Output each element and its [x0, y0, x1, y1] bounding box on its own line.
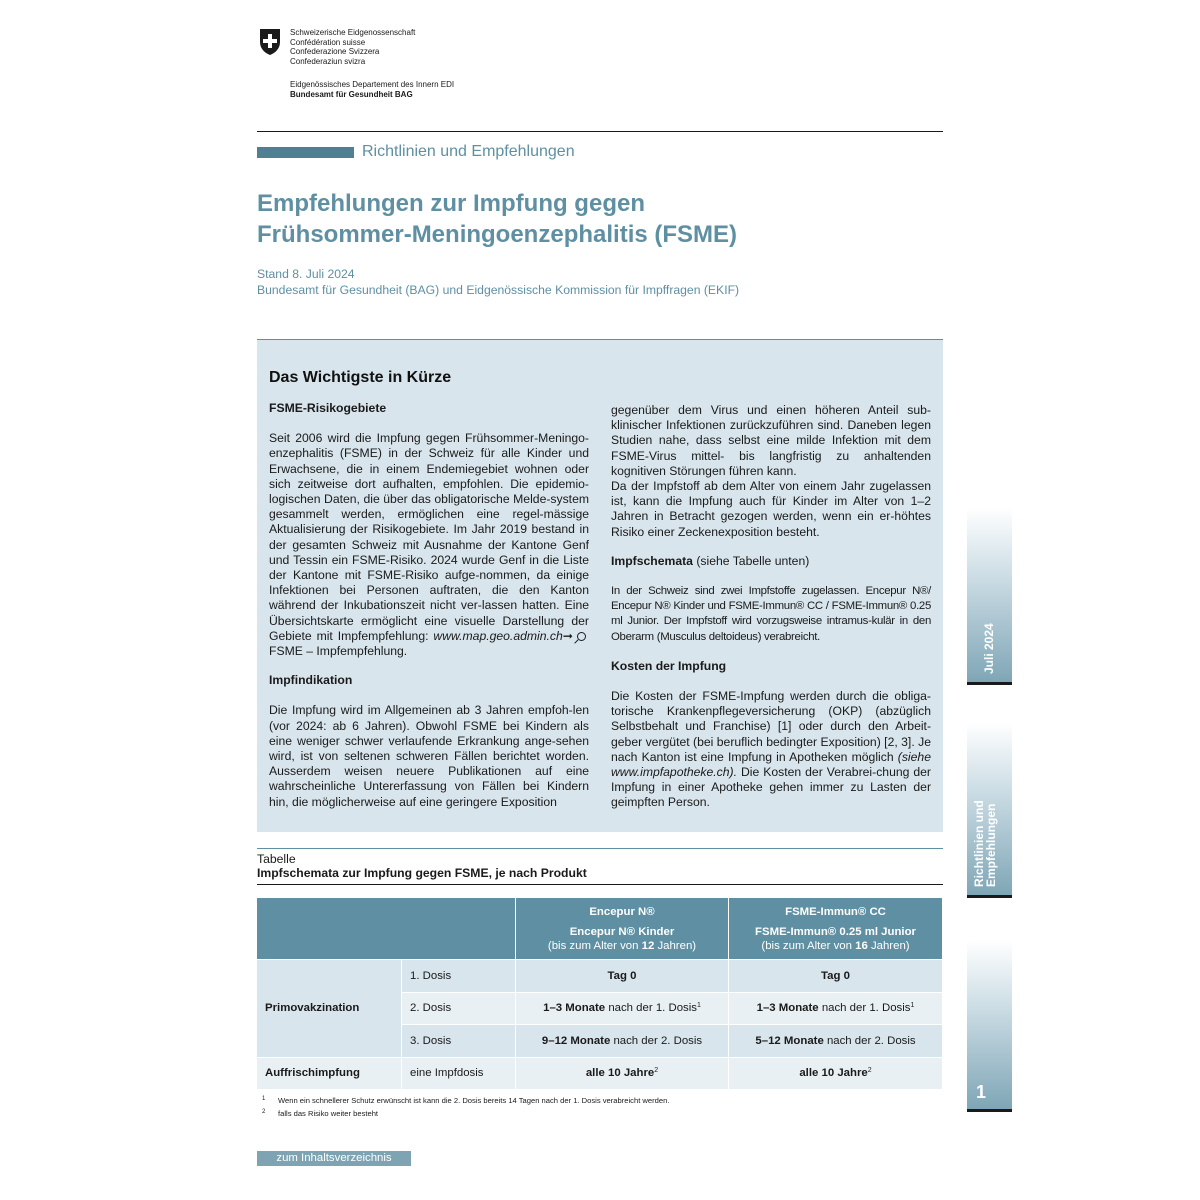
arrow-icon: ➞ [562, 628, 573, 643]
series-marker [257, 147, 354, 158]
title-line-1: Empfehlungen zur Impfung gegen [257, 190, 645, 217]
series-label: Richtlinien und Empfehlungen [362, 143, 575, 160]
encepur-age [516, 939, 728, 953]
table-footnotes [262, 1094, 669, 1119]
dose-label: 1. Dosis [402, 960, 516, 993]
value-rest: nach der 1. Dosis [605, 1002, 697, 1015]
value-bold: 5–12 Monate [755, 1034, 824, 1047]
cost-body-2: Die Kosten der Verabrei-chung der Impfung in einer Apotheke gehen immer zu Lasten der geimpften Person. [611, 765, 931, 810]
value-rest: nach der 2. Dosis [823, 1034, 916, 1047]
value-bold: Tag 0 [607, 969, 637, 982]
value-rest: nach der 2. Dosis [610, 1034, 703, 1047]
fsme-immun-value [729, 960, 943, 993]
lang-fr: Confédération suisse [290, 37, 366, 47]
value-rest: nach der 1. Dosis [818, 1002, 911, 1015]
fsme-immun-age-post: Jahren) [867, 939, 910, 952]
title-line-2: Frühsommer-Meningoenzephalitis (FSME) [257, 221, 738, 248]
document-date: Stand 8. Juli 2024 [257, 267, 355, 281]
value-bold: 9–12 Monate [541, 1034, 611, 1047]
footnote-mark: 2 [262, 1108, 266, 1115]
map-link-target: FSME – Impfempfehlung. [269, 644, 408, 659]
side-tab-date-label: Juli 2024 [982, 623, 996, 674]
table-header-encepur [516, 898, 729, 960]
map-link[interactable]: www.map.geo.admin.ch [433, 628, 563, 643]
encepur-age-pre: (bis zum Alter von [547, 939, 642, 952]
value-bold: 1–3 Monate [756, 1002, 819, 1015]
indication-text: Die Impfung wird im Allgemeinen ab 3 Jahren empfoh-len (vor 2024: ab 6 Jahren). Obwohl FSME bei Kindern als eine weniger schwer verlaufende Erkrankung ange-sehen wird, ist von seltenen schweren Fällen berichtet worden. Ausserdem weisen neuere Publikationen auf eine wahrscheinliche Untererfassung von Fällen bei Kindern hin, die möglicherweise auf eine geringere Exposition [269, 703, 589, 809]
summary-column-left [269, 401, 589, 810]
encepur-value [516, 1025, 729, 1058]
toc-link-button[interactable]: zum Inhaltsverzeichnis [257, 1151, 411, 1166]
value-bold: alle 10 Jahre [585, 1067, 655, 1080]
dose-label: 3. Dosis [402, 1025, 516, 1058]
table-row [257, 960, 943, 993]
encepur-value [516, 993, 729, 1026]
vaccination-schedule-table [257, 898, 943, 1090]
page-number: 1 [976, 1082, 987, 1102]
cost-body: Die Kosten der FSME-Impfung werden durch die obliga-torische Krankenpflegeversicherung (OKP) (abzüglich Selbstbehalt und Franchise) [1] oder durch den Arbeit-geber vergütet (bei beruflich bedingter Exposition) [2, 3]. Je nach Kanton ist eine Impfung in Apotheken möglich [611, 689, 931, 764]
footnote-text: Wenn ein schnellerer Schutz erwünscht ist kann die 2. Dosis bereits 14 Tagen nach der 1. Dosis verabreicht werden. [278, 1096, 670, 1105]
encepur-value [516, 960, 729, 993]
department-block [290, 80, 454, 99]
confederation-names [290, 28, 415, 66]
risk-areas-body: Seit 2006 wird die Impfung gegen Frühsommer-Meningo-enzephalitis (FSME) in der Schweiz für alle Kinder und Erwachsene, die in einem Endemiegebiet wohnen oder sich zeitweise dort aufhalten, empfohlen. Die epidemio-logischen Daten, die über das obligatorische Melde-system gesammelt werden, ermöglichen eine regel-mässige Aktualisierung der Risikogebiete. Im Jahr 2019 bestand in der gesamten Schweiz mit Ausnahme der Kantone Genf und Tessin ein FSME-Risiko. 2024 wurde Genf in die Liste der Kantone mit FSME-Risiko aufge-nommen, da einige Infektionen bei Personen auftraten, die den Kanton während der Inkubationszeit nicht ver-lassen hatten. Eine Übersichtskarte ermöglicht eine visuelle Darstellung der Gebiete mit Impfempfehlung: [269, 431, 589, 643]
table-rule-bottom [257, 884, 943, 885]
cost-heading: Kosten der Impfung [611, 658, 727, 673]
footnote-ref: 1 [910, 1002, 915, 1010]
schema-heading [611, 554, 931, 569]
department-name: Eidgenössisches Departement des Innern EDI [290, 80, 455, 89]
value-bold: alle 10 Jahre [799, 1067, 868, 1080]
swiss-crest-icon [258, 28, 282, 56]
header-rule [257, 131, 943, 132]
search-icon [577, 632, 586, 641]
fsme-immun-age-pre: (bis zum Alter von [761, 939, 856, 952]
table-caption: Impfschemata zur Impfung gegen FSME, je nach Produkt [257, 866, 587, 880]
table-kicker: Tabelle [257, 852, 296, 866]
table-row [257, 1058, 943, 1091]
table-header-row [257, 898, 943, 960]
encepur-title: Encepur N® [589, 905, 655, 918]
document-meta [257, 266, 739, 298]
summary-box [257, 339, 943, 832]
encepur-kids-title: Encepur N® Kinder [569, 925, 675, 938]
side-tab-date [967, 507, 1012, 685]
dose-label: 2. Dosis [402, 993, 516, 1026]
side-tab-date-text-wrap [967, 507, 1012, 682]
dose-label: eine Impfdosis [402, 1058, 516, 1091]
lang-it: Confederazione Svizzera [290, 47, 380, 57]
side-tab-category [967, 722, 1012, 898]
fsme-immun-title: FSME-Immun® CC [785, 905, 886, 918]
summary-heading: Das Wichtigste in Kürze [269, 369, 452, 386]
document-title [257, 188, 917, 250]
encepur-value [516, 1058, 729, 1091]
booster-label: Auffrischimpfung [257, 1058, 402, 1091]
footnote-ref: 2 [867, 1067, 872, 1075]
schema-heading-label: Impfschemata [611, 553, 693, 568]
encepur-age-post: Jahren) [654, 939, 697, 952]
primo-label: Primovakzination [257, 960, 402, 1058]
pharmacy-link[interactable]: (siehe www.impfapotheke.ch). [611, 749, 931, 780]
lang-de: Schweizerische Eidgenossenschaft [290, 28, 416, 37]
risk-areas-heading: FSME-Risikogebiete [269, 401, 387, 415]
indication-text-cont2: Da der Impfstoff ab dem Alter von einem Jahr zugelassen ist, kann die Impfung auch für Kinder im Alter von 1–2 Jahren in Betracht gezogen werden, wenn ein er-höhtes Risiko einer Zeckenexposition besteht. [611, 479, 931, 539]
footnote-ref: 1 [696, 1002, 701, 1010]
value-bold: Tag 0 [821, 969, 850, 982]
footnote-mark: 1 [262, 1096, 266, 1102]
encepur-age-num: 12 [641, 939, 655, 952]
footnote [262, 1094, 669, 1107]
cost-text [611, 689, 931, 811]
lang-rm: Confederaziun svizra [290, 56, 366, 66]
indication-text-cont: gegenüber dem Virus und einen höheren Anteil sub-klinischer Infektionen zurückzuführen sind. Daneben legen Studien nahe, dass selbst eine milde Infektion mit dem FSME-Virus mittel- bis langfristig zu anhaltenden kognitiven Störungen führen kann. [611, 403, 931, 478]
schema-text: In der Schweiz sind zwei Impfstoffe zugelassen. Encepur N®/ Encepur N® Kinder und FSME-Immun® CC / FSME-Immun® 0.25 ml Junior. Der Impfstoff wird vorzugsweise intramus-kulär in den Oberarm (Musculus deltoideus) verabreicht. [611, 585, 931, 643]
document-authors: Bundesamt für Gesundheit (BAG) und Eidgenössische Kommission für Impffragen (EKIF) [257, 283, 740, 297]
fsme-immun-value [729, 993, 943, 1026]
side-tab-page [967, 940, 1012, 1112]
footnote-text: falls das Risiko weiter besteht [278, 1108, 379, 1118]
fsme-immun-age [729, 939, 942, 953]
risk-areas-text [269, 431, 589, 659]
table-header-empty [257, 898, 516, 960]
fsme-immun-value [729, 1025, 943, 1058]
side-tab-category-label: Richtlinien und Empfehlungen [972, 800, 998, 887]
summary-column-right [611, 403, 931, 811]
footnote-ref: 2 [654, 1067, 659, 1075]
indication-heading: Impfindikation [269, 673, 353, 688]
table-rule-top [257, 848, 943, 849]
federal-header [258, 28, 658, 108]
footnote [262, 1107, 669, 1120]
schema-heading-note: (siehe Tabelle unten) [692, 553, 810, 568]
table-header-fsme-immun [729, 898, 943, 960]
office-name: Bundesamt für Gesundheit BAG [290, 89, 413, 99]
value-bold: 1–3 Monate [543, 1002, 606, 1015]
fsme-immun-value [729, 1058, 943, 1091]
side-tab-category-text-wrap [967, 722, 1012, 895]
fsme-immun-age-num: 16 [855, 939, 868, 952]
fsme-immun-junior-title: FSME-Immun® 0.25 ml Junior [755, 925, 916, 938]
